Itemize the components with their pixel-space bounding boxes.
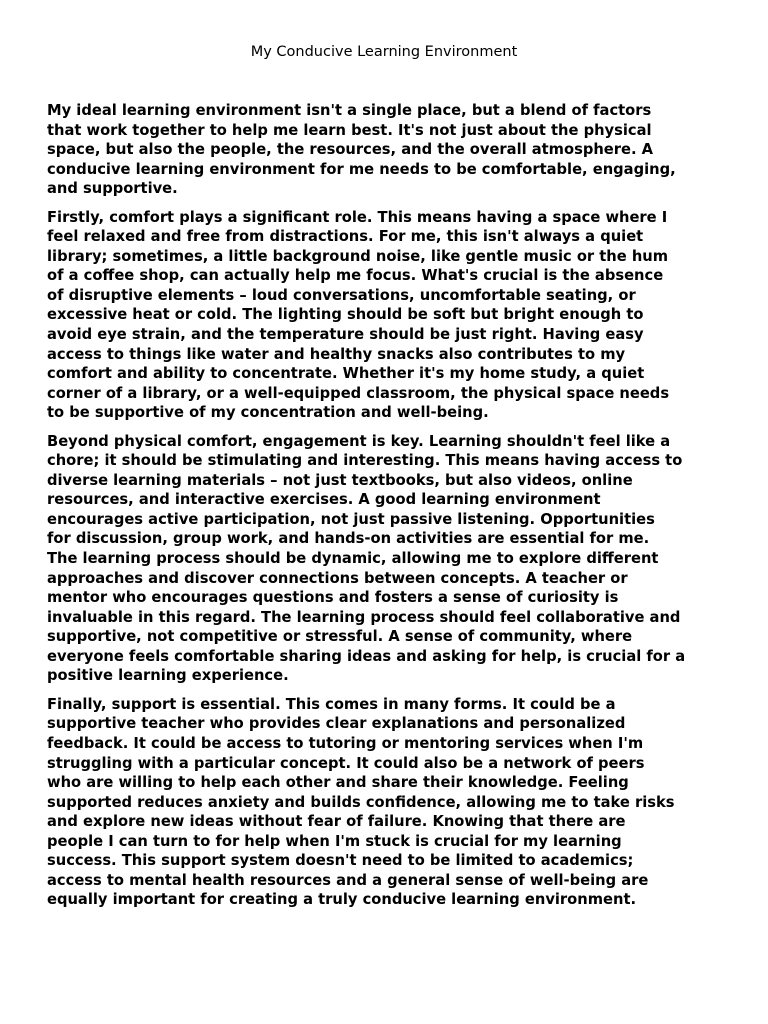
paragraph-engagement: Beyond physical comfort, engagement is key. Learning shouldn't feel like a chore; it should be stimulating and interesting. This means having access to diverse learning materials – not just textbooks, but also videos, online resources, and interactive exercises. A good learning environment encourages active participation, not just passive listening. Opportunities for discussion, group work, and hands-on activities are essential for me. The learning process should be dynamic, allowing me to explore different approaches and discover connections between concepts. A teacher or mentor who encourages questions and fosters a sense of curiosity is invaluable in this regard. The learning process should feel collaborative and supportive, not competitive or stressful. A sense of community, where everyone feels comfortable sharing ideas and asking for help, is crucial for a positive learning experience. — [47, 432, 686, 685]
paragraph-support: Finally, support is essential. This comes in many forms. It could be a supportive teacher who provides clear explanations and personalized feedback. It could be access to tutoring or mentoring services when I'm struggling with a particular concept. It could also be a network of peers who are willing to help each other and share their knowledge. Feeling supported reduces anxiety and builds confidence, allowing me to take risks and explore new ideas without fear of failure. Knowing that there are people I can turn to for help when I'm stuck is crucial for my learning success. This support system doesn't need to be limited to academics; access to mental health resources and a general sense of well-being are equally important for creating a truly conducive learning environment. — [47, 695, 675, 909]
paragraph-introduction: My ideal learning environment isn't a single place, but a blend of factors that work together to help me learn best. It's not just about the physical space, but also the people, the resources, and the overall atmosphere. A conducive learning environment for me needs to be comfortable, engaging, and supportive. — [47, 102, 676, 198]
paragraph-comfort: Firstly, comfort plays a significant role. This means having a space where I feel relaxed and free from distractions. For me, this isn't always a quiet library; sometimes, a little background noise, like gentle music or the hum of a coffee shop, can actually help me focus. What's crucial is the absence of disruptive elements – loud conversations, uncomfortable seating, or excessive heat or cold. The lighting should be soft but bright enough to avoid eye strain, and the temperature should be just right. Having easy access to things like water and healthy snacks also contributes to my comfort and ability to concentrate. Whether it's my home study, a quiet corner of a library, or a well-equipped classroom, the physical space needs to be supportive of my concentration and well-being. — [47, 208, 670, 422]
document-title: My Conducive Learning Environment — [250, 44, 518, 60]
document-body — [47, 101, 727, 919]
